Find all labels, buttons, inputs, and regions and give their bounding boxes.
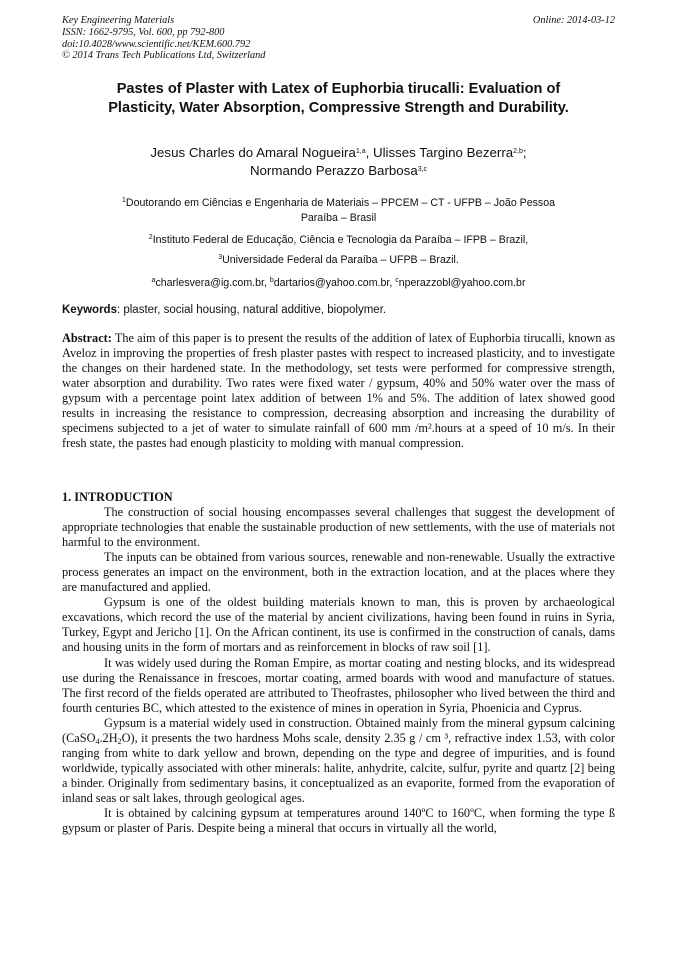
email-b[interactable]: dartarios@yahoo.com.br	[273, 277, 390, 289]
email-a[interactable]: charlesvera@ig.com.br	[155, 277, 264, 289]
paragraph: It is obtained by calcining gypsum at temperatures around 140ºC to 160ºC, when forming the type ß gypsum or plaster of Paris. Despite being a mineral that occurs in virtually all the world,	[62, 805, 615, 836]
paragraph: The construction of social housing encompasses several challenges that suggest the development of appropriate technologies that enable the sustainable production of new settlements, with the use of materials not harmful to the environment.	[62, 505, 615, 550]
abstract-text: The aim of this paper is to present the results of the addition of latex of Euphorbia tirucalli, known as Aveloz in improving the properties of fresh plaster pastes with respect to increased plasticity, and to investigate the changes on their hardened state. In the methodology, set tests were performed for compressive strength, water absorption and durability. Two rates were fixed water / gypsum, 40% and 50% water over the mass of gypsum with a percentage point latex addition of between 1% and 5%. The addition of latex showed good results in increasing the resistance to compression, decreasing absorption and increasing the durability of specimens subjected to a jet of water to simulate rainfall of 600 mm /m².hours at a speed of 10 m/s. In their fresh state, the pastes had enough plasticity to molding with manual compression.	[62, 331, 615, 451]
online-date: Online: 2014-03-12	[532, 15, 615, 26]
introduction-section	[62, 490, 615, 836]
affiliation-2: $^2$Instituto Federal de Educação, Ciência e Tecnologia da Paraíba – IFPB – Brazil,	[148, 234, 529, 246]
author-list: Jesus Charles do Amaral Nogueira$^{1,a}$, Ulisses Targino Bezerra$^{2,b}$; Normando Perazzo Barbosa$^{3,c}$	[150, 145, 527, 178]
paragraph: Gypsum is a material widely used in construction. Obtained mainly from the mineral gypsum calcining $(CaSO_4.2H_2O)$, it presents the two hardness Mohs scale, density 2.35 g / cm ³, refractive index 1.53, with color ranging from white to dark yellow and brown, depending on the type and degree of impurities, and is found worldwide, typically associated with other minerals: halite, anhydrite, calcite, sulfur, pyrite and quartz [2] being a binder. Originally from sedimentary basins, it conceptualized as an evaporite, formed from the evaporation of inland seas or salt lakes, through geological ages.	[62, 715, 615, 805]
paper-title	[62, 80, 615, 118]
keywords-label: Keywords	[62, 304, 117, 316]
paragraph: Gypsum is one of the oldest building materials known to man, this is proven by archaeological excavations, which record the use of the material by ancient civilizations, having been found in ruins in Syria, Turkey, Egypt and Jericho [1]. On the African continent, its use is confirmed in the construction of canals, dams and housing units in the form of mortars and as reinforcement in blocks of raw soil [1].	[62, 595, 615, 655]
author-3: Normando Perazzo Barbosa	[249, 163, 418, 178]
email-c[interactable]: nperazzobl@yahoo.com.br	[398, 277, 526, 289]
keywords	[62, 303, 386, 317]
doi-line: doi:10.4028/www.scientific.net/KEM.600.792	[62, 38, 251, 50]
author-2-affil: 2,b	[513, 148, 523, 155]
author-emails: $^a$charlesvera@ig.com.br, $^b$dartarios@yahoo.com.br, $^c$nperazzobl@yahoo.com.br	[151, 277, 526, 289]
journal-header	[62, 15, 265, 62]
abstract-label: Abstract:	[62, 331, 112, 345]
paragraph: The inputs can be obtained from various sources, renewable and non-renewable. Usually the extractive process generates an impact on the environment, both in the extraction location, and at the places where they are manufactured and applied.	[62, 550, 615, 595]
author-3-affil: 3,c	[417, 166, 428, 173]
title-line-2: Plasticity, Water Absorption, Compressive Strength and Durability.	[108, 100, 569, 116]
copyright-line: © 2014 Trans Tech Publications Ltd, Switzerland	[62, 50, 266, 62]
abstract	[62, 331, 615, 451]
journal-name: Key Engineering Materials	[62, 15, 175, 26]
author-1: Jesus Charles do Amaral Nogueira	[150, 145, 356, 160]
paragraph: It was widely used during the Roman Empire, as mortar coating and nesting blocks, and its widespread use during the Renaissance in frescoes, mortar coating, armed boards with wood and manufacture of statues. The first record of the fields operated are attributed to Theofrastes, philosopher who lived between the third and fourth centuries BC, which attested to the existence of mines in operation in Syria, Phoenicia and Cyprus.	[62, 655, 615, 715]
title-line-1: Pastes of Plaster with Latex of Euphorbia tirucalli: Evaluation of	[116, 81, 561, 97]
affiliation-1: $^1$Doutorando em Ciências e Engenharia de Materiais – PPCEM – CT - UFPB – João Pessoa Paraíba – Brasil	[122, 197, 555, 224]
affiliation-3: $^3$Universidade Federal da Paraíba – UFPB – Brazil.	[218, 254, 459, 266]
author-1-affil: 1,a	[355, 148, 366, 155]
author-2: Ulisses Targino Bezerra	[372, 145, 514, 160]
issn-line: ISSN: 1662-9795, Vol. 600, pp 792-800	[62, 26, 225, 38]
section-heading: 1. INTRODUCTION	[62, 490, 173, 504]
keywords-text: : plaster, social housing, natural additive, biopolymer.	[116, 304, 387, 316]
